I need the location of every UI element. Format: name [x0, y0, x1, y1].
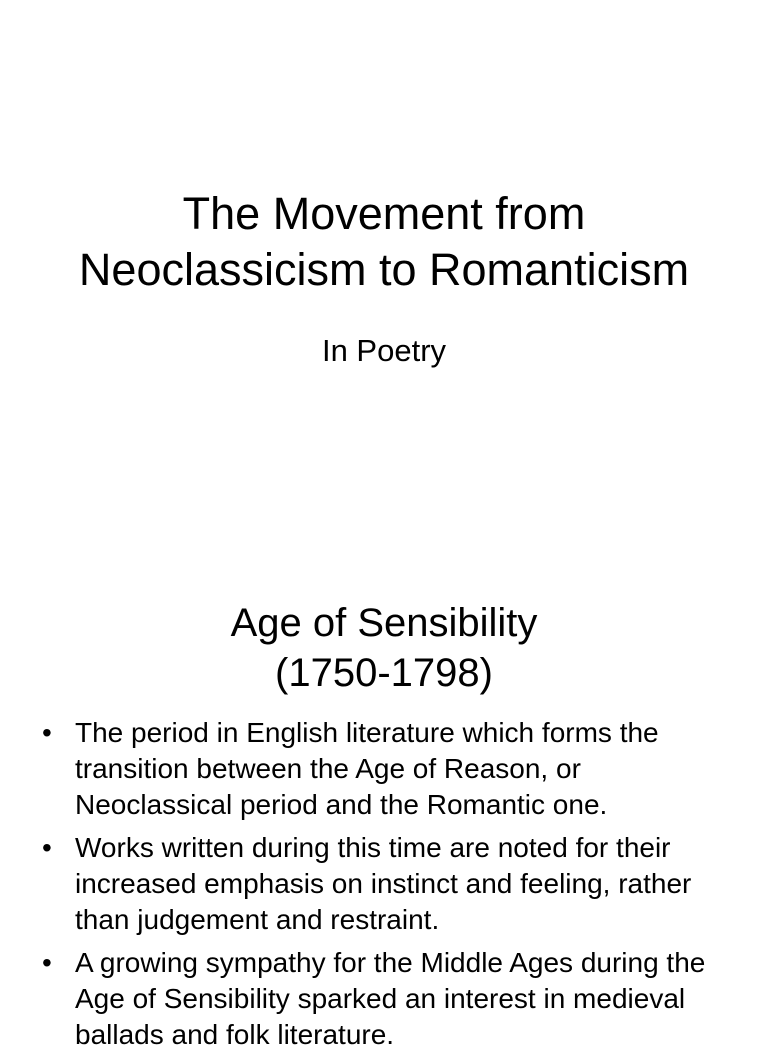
- content-slide: [0, 576, 768, 1050]
- slide-subtitle: In Poetry: [321, 333, 447, 368]
- slide-heading-line-2: (1750-1798): [275, 651, 493, 695]
- bullet-text: Works written during this time are noted for their increased emphasis on instinct and feeling, rather than judgement and restraint.: [75, 832, 692, 935]
- bullet-marker: •: [42, 947, 52, 978]
- bullet-item: [0, 830, 768, 938]
- bullet-text: A growing sympathy for the Middle Ages during the Age of Sensibility sparked an interest in medieval ballads and folk literature.: [75, 947, 706, 1050]
- bullet-list: [0, 715, 768, 1060]
- slide-title-line-1: The Movement from: [182, 188, 586, 239]
- slide-title-line-2: Neoclassicism to Romanticism: [78, 244, 690, 295]
- bullet-marker: •: [42, 832, 52, 863]
- slide-heading: [0, 598, 768, 698]
- bullet-item: [0, 945, 768, 1053]
- bullet-text: The period in English literature which forms the transition between the Age of Reason, or Neoclassical period and the Romantic one.: [75, 717, 659, 820]
- bullet-item: [0, 715, 768, 823]
- slide-heading-line-1: Age of Sensibility: [230, 601, 538, 645]
- bullet-marker: •: [42, 717, 52, 748]
- slide-title: [0, 186, 768, 298]
